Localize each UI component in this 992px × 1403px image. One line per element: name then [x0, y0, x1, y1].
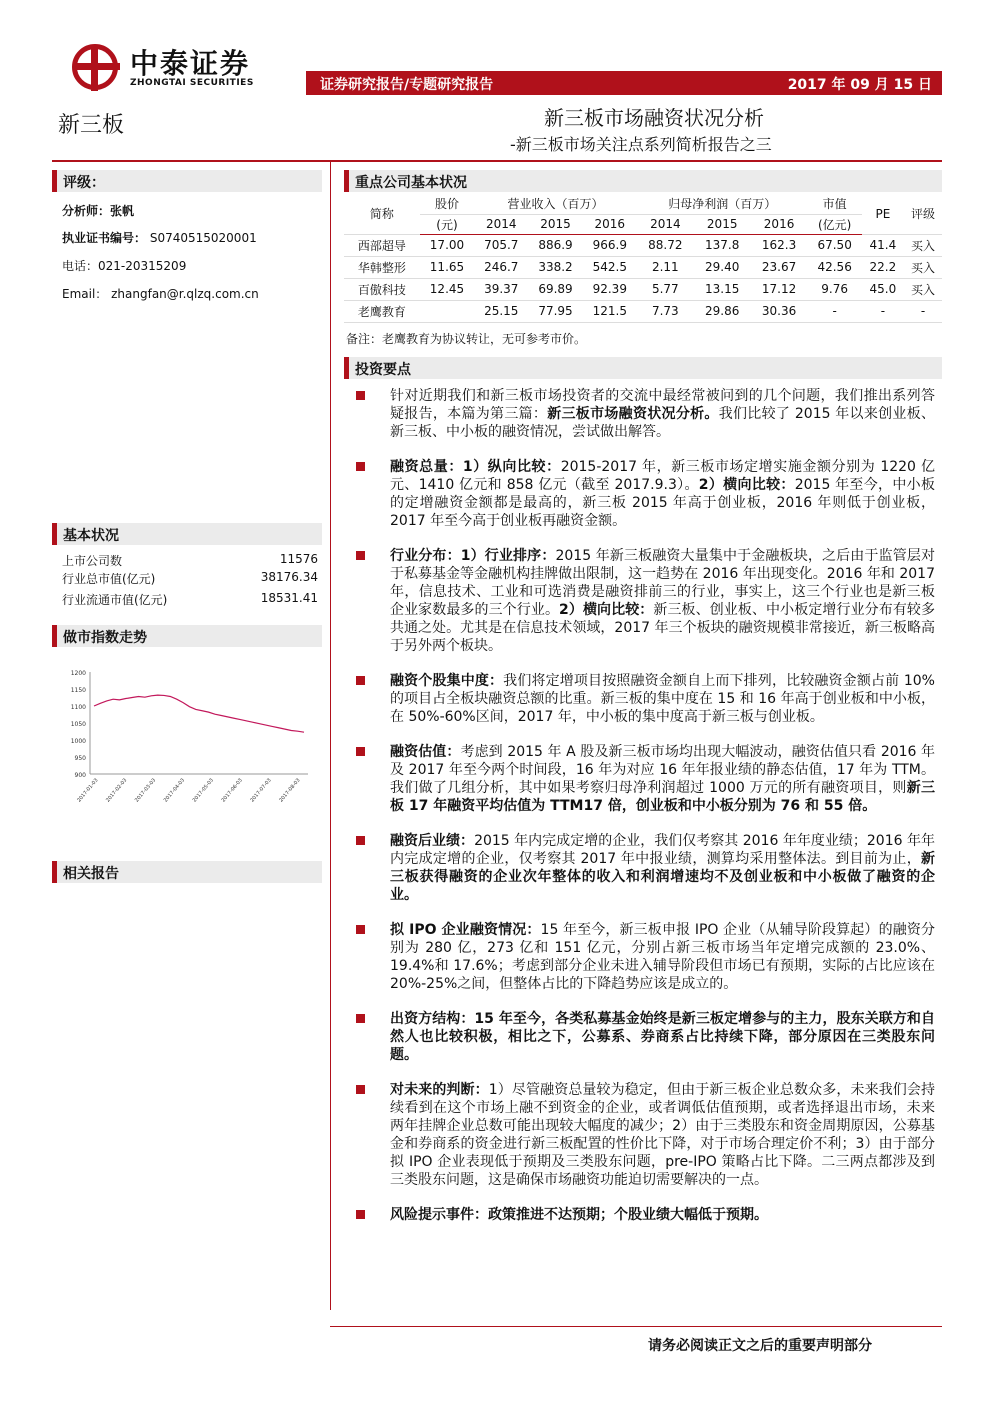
sector-label: 新三板: [58, 113, 125, 138]
table-note: 备注：老鹰教育为协议转让，无可参考市价。: [346, 332, 587, 346]
x-tick-label: 2017-07-03: [249, 777, 273, 804]
y-tick-label: 1200: [70, 670, 86, 677]
column-divider: [330, 160, 331, 1310]
x-tick-label: 2017-05-03: [191, 777, 215, 804]
bullet-item: 融资总量：1）纵向比较：2015-2017 年，新三板市场定增实施金额分别为 1220 亿元、1410 亿元和 858 亿元（截至 2017.9.3）。2）横向比较：2015 年至今，中小板的定增融资金额都是最高的，新三板 2015 年高于创业板，2016 年则低于创业板，2017 年至今高于创业板再融资金额。: [350, 458, 935, 530]
th-mktcap: 市值: [808, 194, 862, 214]
bullet-item: 融资估值：考虑到 2015 年 A 股及新三板市场均出现大幅波动，融资估值只看 2016 年及 2017 年至今两个时间段，16 年为对应 16 年年报业绩的静态估值，17 年为 TTM。我们做了几组分析，其中如果考察归母净利润超过 1000 万元的所有融资项目，则新三板 17 年融资平均估值为 TTM17 倍，创业板和中小板分别为 76 和 55 倍。: [350, 743, 935, 815]
logo-mark-icon: [72, 44, 118, 90]
th-profit: 归母净利润（百万）: [637, 194, 808, 214]
x-tick-label: 2017-01-03: [76, 777, 100, 804]
index-chart: [58, 662, 318, 822]
th-price: 股价: [420, 194, 474, 214]
report-title: 新三板市场融资状况分析: [544, 106, 764, 130]
bullet-item: 对未来的判断：1）尽管融资总量较为稳定，但由于新三板企业总数众多，未来我们会持续看到在这个市场上融不到资金的企业，或者调低估值预期，或者选择退出市场，未来两年挂牌企业总数可能出现较大幅度的减少；2）由于三类股东和资金周期原因，公募基金和券商系的资金进行新三板配置的性价比下降，对于市场合理定价不利；3）由于部分拟 IPO 企业表现低于预期及三类股东问题，pre-IPO 策略占比下降。二三两点都涉及到三类股东问题，这是确保市场融资功能迫切需要解决的一点。: [350, 1081, 935, 1189]
invest-bullets: [350, 387, 935, 1241]
x-tick-label: 2017-02-03: [105, 777, 129, 804]
table-row: 华韩整形 11.65 246.7 338.2 542.5 2.11 29.40 23.67 42.56 22.2 买入: [344, 256, 942, 278]
company-table: 简称 股价 营业收入（百万） 归母净利润（百万） 市值 PE 评级 (元) 2014 2015 2016 2014 2015 2016 (亿元) 西部超导 17.00 705.7 886.9 966.9 88.72 137.8 162.3 67.50 41.4 买入 华韩整形 11.65 246.7 338.2 542.5 2.11 29.40 23.67 42.56 22.2 买入 百傲科技 12.45 39.37 69.89 92.39 5.77 13.15 17.12 9.76 45.0 买入 老鹰教育 25.15 77.95 121.5 7.73 29.86 30.36 - - -: [344, 194, 942, 323]
analyst-line: 分析师：张帆: [62, 204, 135, 218]
x-tick-label: 2017-06-03: [220, 777, 244, 804]
related-section: 相关报告: [52, 861, 322, 883]
report-date: 2017 年 09 月 15 日: [787, 77, 932, 93]
rating-section: 评级：: [52, 170, 322, 192]
report-banner: [306, 71, 942, 95]
report-type: 证券研究报告/专题研究报告: [320, 77, 494, 93]
footer-disclaimer: 请务必阅读正文之后的重要声明部分: [648, 1338, 872, 1354]
invest-section: 投资要点: [344, 357, 942, 379]
bullet-item: 风险提示事件：政策推进不达预期；个股业绩大幅低于预期。: [350, 1206, 935, 1224]
table-row: 百傲科技 12.45 39.37 69.89 92.39 5.77 13.15 17.12 9.76 45.0 买入: [344, 278, 942, 300]
company-section: 重点公司基本状况: [344, 170, 942, 192]
x-tick-label: 2017-03-03: [133, 777, 158, 804]
bullet-item: 针对近期我们和新三板市场投资者的交流中最经常被问到的几个问题，我们推出系列答疑报告，本篇为第三篇：新三板市场融资状况分析。我们比较了 2015 年以来创业板、新三板、中小板的融资情况，尝试做出解答。: [350, 387, 935, 441]
cert-line: 执业证书编号： S0740515020001: [62, 231, 257, 245]
bullet-item: 出资方结构：15 年至今，各类私募基金始终是新三板定增参与的主力，股东关联方和自然人也比较积极，相比之下，公募系、券商系占比持续下降，部分原因在三类股东问题。: [350, 1010, 935, 1064]
index-section: 做市指数走势: [52, 625, 322, 647]
basic-row: 行业流通市值(亿元) 18531.41: [62, 591, 318, 607]
report-subtitle: -新三板市场关注点系列简析报告之三: [510, 135, 772, 154]
table-row: 老鹰教育 25.15 77.95 121.5 7.73 29.86 30.36 - - -: [344, 300, 942, 322]
y-tick-label: 950: [74, 755, 86, 762]
basic-section: 基本状况: [52, 523, 322, 545]
bullet-item: 融资后业绩：2015 年内完成定增的企业，我们仅考察其 2016 年年度业绩；2016 年年内完成定增的企业，仅考察其 2017 年中报业绩，测算均采用整体法。到目前为止，新三板获得融资的企业次年整体的收入和利润增速均不及创业板和中小板做了融资的企业。: [350, 832, 935, 904]
x-tick-label: 2017-08-03: [278, 777, 302, 804]
th-rating: 评级: [904, 194, 942, 234]
header-divider: [52, 160, 942, 162]
logo-cn: 中泰证券: [130, 47, 251, 80]
y-tick-label: 1000: [70, 738, 86, 745]
phone-line: 电话：021-20315209: [62, 259, 187, 273]
table-row: 西部超导 17.00 705.7 886.9 966.9 88.72 137.8 162.3 67.50 41.4 买入: [344, 234, 942, 256]
company-logo: [60, 38, 280, 96]
email-line: Email： zhangfan@r.qlzq.com.cn: [62, 287, 259, 301]
bullet-item: 融资个股集中度：我们将定增项目按照融资金额自上而下排列，比较融资金额占前 10%的项目占全板块融资总额的比重。新三板的集中度在 15 和 16 年高于创业板和中小板，在 50%-60%区间，2017 年，中小板的集中度高于新三板与创业板。: [350, 672, 935, 726]
th-pe: PE: [862, 194, 904, 234]
y-tick-label: 900: [74, 772, 86, 779]
basic-row: 上市公司数 11576: [62, 552, 318, 568]
basic-row: 行业总市值(亿元) 38176.34: [62, 570, 318, 586]
y-tick-label: 1100: [70, 704, 86, 711]
x-tick-label: 2017-04-03: [162, 777, 187, 804]
y-tick-label: 1150: [70, 687, 86, 694]
logo-en: ZHONGTAI SECURITIES: [130, 78, 254, 88]
th-name: 简称: [344, 194, 420, 234]
th-revenue: 营业收入（百万）: [474, 194, 637, 214]
bullet-item: 行业分布：1）行业排序：2015 年新三板融资大量集中于金融板块，之后由于监管层对于私募基金等金融机构挂牌做出限制，这一趋势在 2016 年出现变化。2016 年和 2017 年，信息技术、工业和可选消费是融资排前三的行业，事实上，这三个行业也是新三板企业家数最多的三个行业。2）横向比较：新三板、创业板、中小板定增行业分布有较多共通之处。尤其是在信息技术领域，2017 年三个板块的融资规模非常接近，新三板略高于另外两个板块。: [350, 547, 935, 655]
index-series-line: [94, 695, 304, 732]
y-tick-label: 1050: [70, 721, 86, 728]
bullet-item: 拟 IPO 企业融资情况：15 年至今，新三板申报 IPO 企业（从辅导阶段算起）的融资分别为 280 亿，273 亿和 151 亿元，分别占新三板市场当年定增完成额的 23.0%、19.4%和 17.6%；考虑到部分企业未进入辅导阶段但市场已有预期，实际的占比应该在 20%-25%之间，但整体占比的下降趋势应该是成立的。: [350, 921, 935, 993]
footer-divider: [330, 1326, 942, 1327]
